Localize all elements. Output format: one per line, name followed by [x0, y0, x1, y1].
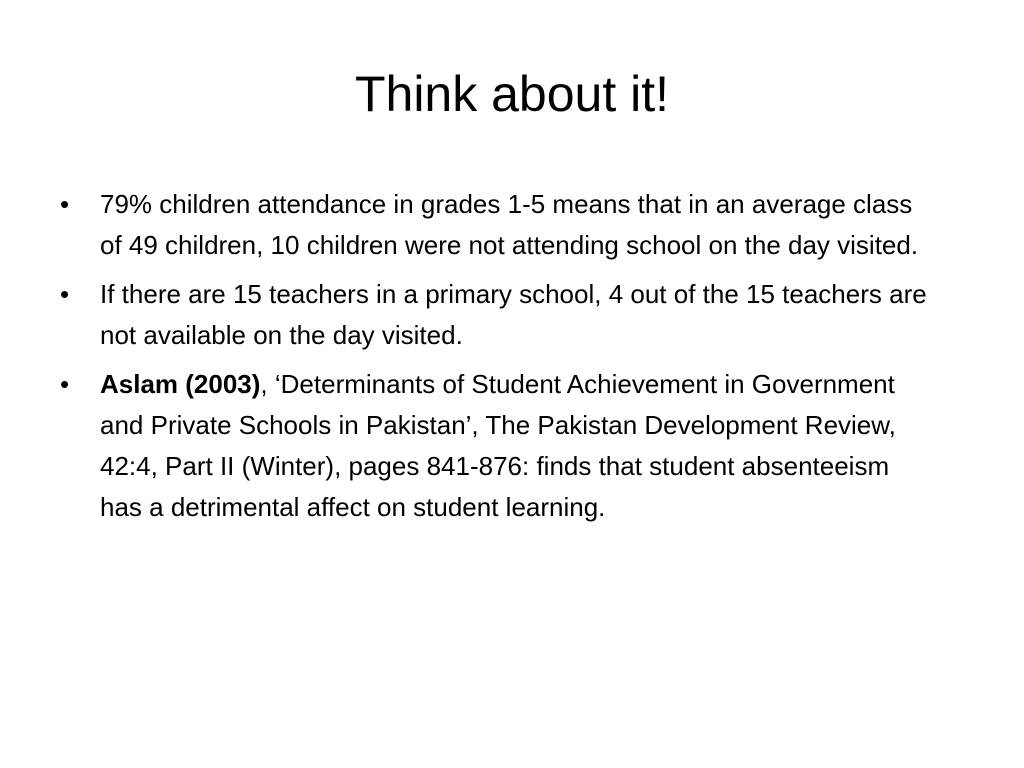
- bullet-item-attendance: [56, 184, 936, 266]
- bullet-dot-icon: •: [60, 189, 70, 219]
- bullet-item-teachers: [56, 274, 936, 356]
- citation-author: Aslam (2003): [100, 369, 261, 399]
- slide-title: Think about it!: [354, 66, 670, 122]
- bullet-text: , ‘Determinants of Student Achievement in Government and Private Schools in Pakistan’, The Pakistan Development Review, 42:4, Part II (Winter), pages 841-876: finds that student absenteeism has a detrimental affect on student learning.: [100, 369, 896, 522]
- bullet-list: [56, 184, 936, 536]
- bullet-dot-icon: •: [60, 369, 70, 399]
- bullet-text: 79% children attendance in grades 1-5 means that in an average class of 49 children, 10 children were not attending school on the day visited.: [100, 189, 919, 260]
- bullet-dot-icon: •: [60, 279, 70, 309]
- bullet-item-citation: [56, 364, 936, 528]
- bullet-text: If there are 15 teachers in a primary school, 4 out of the 15 teachers are not available on the day visited.: [100, 279, 927, 350]
